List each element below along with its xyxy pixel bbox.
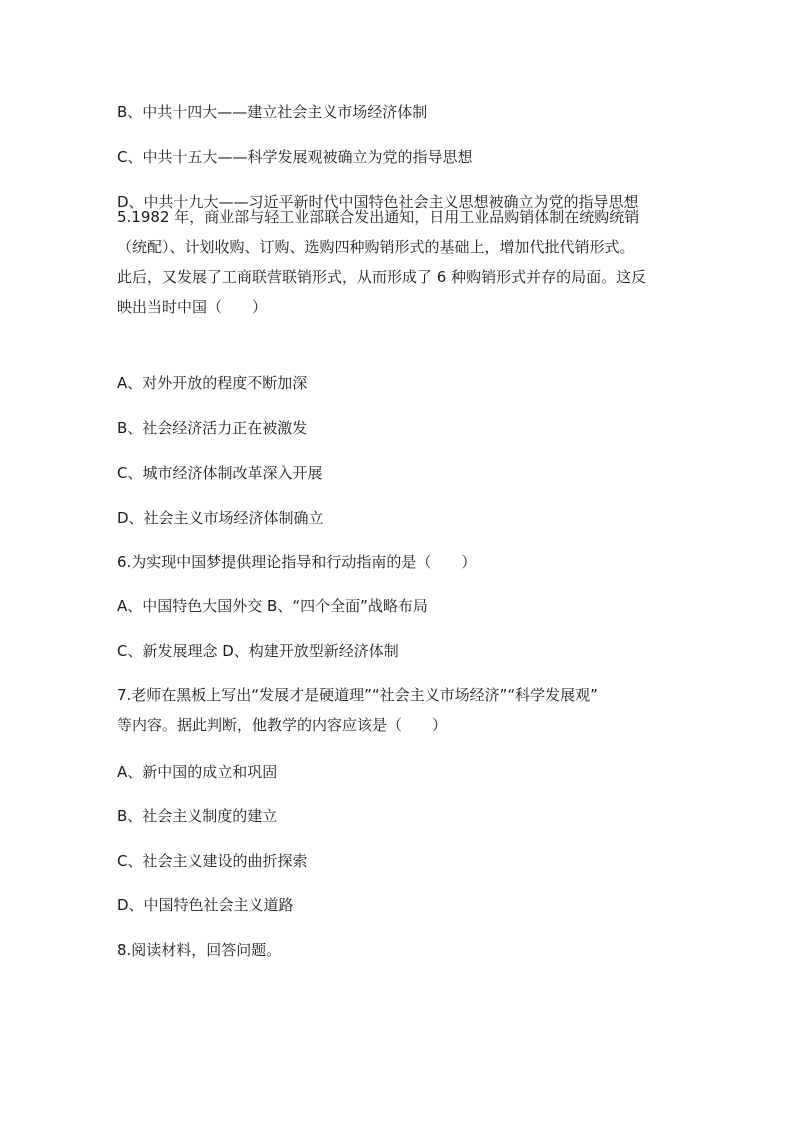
- q5-option-b: B、社会经济活力正在被激发: [117, 419, 308, 437]
- q6-stem: 6.为实现中国梦提供理论指导和行动指南的是（ ）: [117, 553, 477, 571]
- q7-stem-line: 等内容。据此判断，他教学的内容应该是（ ）: [117, 716, 448, 734]
- q5-stem-line: （统配）、计划收购、订购、选购四种购销形式的基础上，增加代批代销形式。: [117, 238, 635, 256]
- q6-options-cd: C、新发展理念 D、构建开放型新经济体制: [117, 642, 399, 660]
- q5-stem-line: 映出当时中国（ ）: [117, 298, 268, 316]
- q5-option-d: D、社会主义市场经济体制确立: [117, 509, 324, 527]
- q4-option-b: B、中共十四大——建立社会主义市场经济体制: [117, 103, 428, 121]
- q7-stem: [117, 684, 683, 744]
- q5-option-c: C、城市经济体制改革深入开展: [117, 464, 323, 482]
- q8-stem: 8.阅读材料，回答问题。: [117, 941, 282, 959]
- q7-option-b: B、社会主义制度的建立: [117, 807, 278, 825]
- q4-option-c: C、中共十五大——科学发展观被确立为党的指导思想: [117, 148, 473, 166]
- q7-option-c: C、社会主义建设的曲折探索: [117, 852, 308, 870]
- q5-stem: [117, 206, 683, 326]
- q6-options-ab: A、中国特色大国外交 B、“四个全面”战略布局: [117, 597, 428, 615]
- q5-option-a: A、对外开放的程度不断加深: [117, 374, 308, 392]
- q4-option-d: D、中共十九大——习近平新时代中国特色社会主义思想被确立为党的指导思想: [117, 193, 639, 211]
- q5-stem-line: 此后，又发展了工商联营联销形式，从而形成了 6 种购销形式并存的局面。这反: [117, 268, 647, 286]
- q7-option-d: D、中国特色社会主义道路: [117, 896, 294, 914]
- q5-stem-line: 5.1982 年，商业部与轻工业部联合发出通知，日用工业品购销体制在统购统销: [117, 208, 640, 226]
- q7-option-a: A、新中国的成立和巩固: [117, 763, 278, 781]
- q7-stem-line: 7.老师在黑板上写出“发展才是硬道理”“社会主义市场经济”“科学发展观”: [117, 686, 598, 704]
